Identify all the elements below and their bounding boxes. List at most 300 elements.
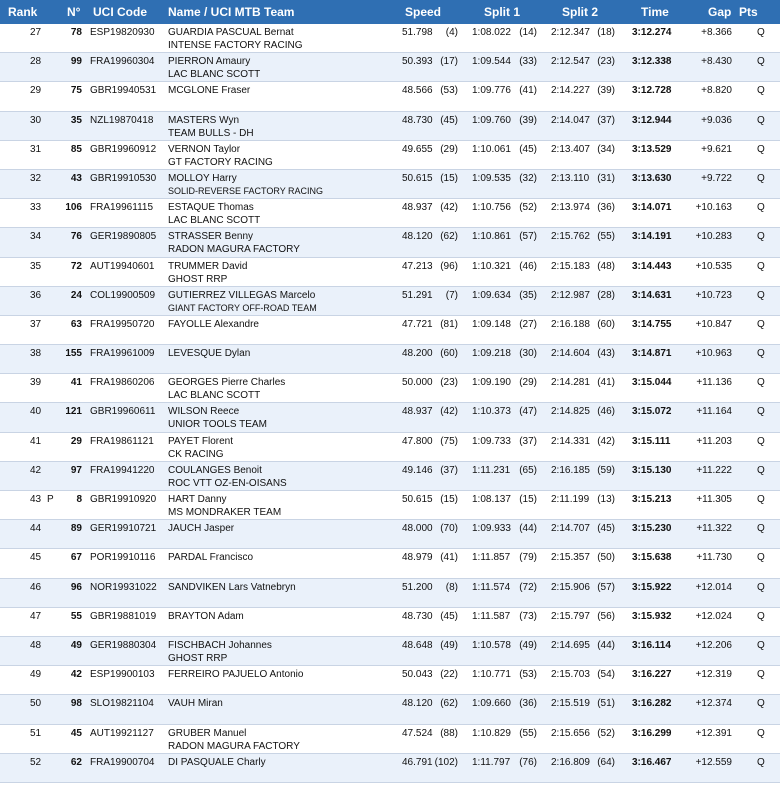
speed-rank: (60)	[440, 348, 458, 360]
gap-value: +8.820	[701, 85, 732, 97]
bib-cell: 45	[70, 727, 82, 739]
table-row	[0, 491, 780, 520]
split2-rank: (23)	[597, 56, 615, 68]
speed-value: 48.730	[402, 114, 433, 126]
speed-rank: (53)	[440, 85, 458, 97]
rank-cell: 50	[30, 698, 42, 710]
uci-code-cell: FRA19860206	[90, 377, 155, 389]
split1-rank: (55)	[519, 727, 537, 739]
split1-rank: (35)	[519, 289, 537, 301]
time-value: 3:15.111	[632, 435, 671, 447]
split1-rank: (39)	[519, 114, 537, 126]
speed-value: 47.800	[402, 435, 433, 447]
pts-value: Q	[757, 552, 765, 564]
rider-name: COULANGES Benoit	[168, 464, 262, 476]
pts-value: Q	[757, 377, 765, 389]
table-row	[0, 112, 780, 141]
pts-value: Q	[757, 172, 765, 184]
pts-value: Q	[757, 114, 765, 126]
table-row	[0, 374, 780, 403]
uci-code-cell: GER19890805	[90, 231, 157, 243]
split1-rank: (14)	[519, 27, 537, 38]
split2-value: 2:14.281	[551, 377, 590, 389]
split1-value: 1:09.760	[472, 114, 511, 126]
rank-cell: 51	[30, 727, 42, 739]
header-gap: Gap	[708, 5, 732, 19]
split2-value: 2:16.188	[551, 318, 590, 330]
split2-rank: (37)	[597, 114, 615, 126]
speed-value: 50.615	[402, 172, 433, 184]
table-row	[0, 725, 780, 754]
split1-rank: (53)	[519, 669, 537, 681]
time-value: 3:14.191	[632, 231, 672, 243]
table-row	[0, 520, 780, 549]
split1-rank: (49)	[519, 639, 537, 651]
uci-code-cell: GBR19881019	[90, 610, 157, 622]
bib-cell: 67	[70, 552, 82, 564]
pts-value: Q	[757, 85, 765, 97]
speed-value: 49.146	[402, 464, 433, 476]
split1-value: 1:10.771	[472, 669, 511, 681]
split2-rank: (64)	[597, 756, 615, 768]
time-value: 3:15.932	[632, 610, 672, 622]
split1-rank: (76)	[519, 756, 537, 768]
split1-value: 1:09.218	[472, 348, 511, 360]
time-value: 3:12.338	[632, 56, 672, 68]
header-rank: Rank	[8, 5, 38, 19]
uci-code-cell: FRA19960304	[90, 56, 155, 68]
uci-code-cell: FRA19941220	[90, 464, 155, 476]
gap-value: +12.014	[695, 581, 732, 593]
rider-name: GEORGES Pierre Charles	[168, 377, 286, 389]
table-row	[0, 579, 780, 608]
split2-value: 2:15.357	[551, 552, 590, 564]
time-value: 3:16.114	[632, 639, 671, 651]
uci-code-cell: FRA19861121	[90, 435, 154, 447]
bib-cell: 96	[70, 581, 82, 593]
speed-value: 47.213	[402, 260, 433, 272]
gap-value: +12.559	[695, 756, 732, 768]
header-uci: UCI Code	[93, 5, 147, 19]
team-name: GHOST RRP	[168, 273, 228, 285]
pts-value: Q	[757, 494, 765, 505]
speed-rank: (102)	[434, 756, 458, 768]
header-name-team: Name / UCI MTB Team	[168, 5, 295, 19]
speed-rank: (81)	[440, 318, 458, 330]
split2-value: 2:13.110	[551, 172, 590, 184]
bib-cell: 97	[70, 464, 82, 476]
time-value: 3:15.130	[632, 464, 672, 476]
time-value: 3:14.631	[632, 289, 672, 301]
rider-name: SANDVIKEN Lars Vatnebryn	[168, 581, 296, 593]
split2-value: 2:16.809	[551, 756, 590, 768]
gap-value: +11.203	[696, 435, 732, 447]
rider-name: PAYET Florent	[168, 435, 234, 447]
split2-rank: (50)	[597, 552, 615, 564]
speed-value: 48.200	[402, 348, 433, 360]
header-speed: Speed	[405, 5, 442, 19]
team-name: GHOST RRP	[168, 652, 228, 664]
uci-code-cell: GBR19960611	[90, 406, 156, 418]
gap-value: +10.963	[695, 348, 732, 360]
split2-rank: (41)	[597, 377, 615, 389]
split1-value: 1:10.321	[472, 260, 511, 272]
split2-rank: (34)	[597, 143, 615, 155]
split1-value: 1:10.578	[472, 639, 511, 651]
speed-rank: (45)	[440, 114, 458, 126]
speed-value: 48.000	[402, 523, 433, 535]
split2-rank: (46)	[597, 406, 615, 418]
rider-name: MASTERS Wyn	[168, 114, 240, 126]
speed-rank: (96)	[440, 260, 458, 272]
split2-rank: (31)	[597, 172, 615, 184]
pts-value: Q	[757, 289, 765, 301]
speed-value: 51.798	[402, 27, 433, 38]
speed-rank: (42)	[440, 406, 458, 418]
bib-cell: 89	[70, 523, 82, 535]
speed-rank: (62)	[440, 698, 458, 710]
table-row	[0, 549, 780, 578]
split2-value: 2:12.547	[551, 56, 590, 68]
time-value: 3:15.044	[632, 377, 672, 389]
rank-cell: 47	[30, 610, 42, 622]
speed-value: 51.291	[402, 289, 433, 301]
header-pts: Pts	[739, 5, 758, 19]
table-header	[0, 0, 780, 24]
rank-cell: 36	[30, 289, 42, 301]
split2-rank: (45)	[597, 523, 615, 535]
bib-cell: 76	[70, 231, 82, 243]
bib-cell: 42	[70, 669, 82, 681]
time-value: 3:13.529	[632, 143, 672, 155]
team-name: TEAM BULLS - DH	[168, 127, 254, 139]
rider-name: STRASSER Benny	[168, 231, 254, 243]
header-bib: N°	[67, 5, 81, 19]
time-value: 3:15.230	[632, 523, 672, 535]
rider-name: MCGLONE Fraser	[168, 85, 251, 97]
gap-value: +12.374	[695, 698, 732, 710]
table-row	[0, 608, 780, 637]
split1-rank: (32)	[519, 172, 537, 184]
speed-rank: (15)	[440, 494, 458, 505]
uci-code-cell: AUT19940601	[90, 260, 155, 272]
split1-value: 1:11.797	[472, 756, 511, 768]
split1-value: 1:11.857	[472, 552, 511, 564]
gap-value: +8.366	[701, 27, 732, 38]
table-row	[0, 637, 780, 666]
bib-cell: 72	[70, 260, 82, 272]
rank-cell: 28	[30, 56, 42, 68]
table-row	[0, 228, 780, 257]
split1-rank: (57)	[519, 231, 537, 243]
speed-value: 50.000	[402, 377, 433, 389]
split2-value: 2:14.604	[551, 348, 590, 360]
speed-rank: (4)	[445, 27, 458, 38]
header-time: Time	[641, 5, 669, 19]
rider-name: VERNON Taylor	[168, 143, 241, 155]
speed-value: 51.200	[402, 581, 433, 593]
uci-code-cell: AUT19921127	[90, 727, 154, 739]
pts-value: Q	[757, 669, 765, 681]
table-row	[0, 258, 780, 287]
split2-rank: (18)	[597, 27, 615, 38]
time-value: 3:13.630	[632, 172, 672, 184]
speed-value: 48.120	[402, 698, 433, 710]
rank-cell: 43	[30, 494, 42, 505]
time-value: 3:14.755	[632, 318, 672, 330]
results-table	[0, 24, 780, 783]
split2-rank: (13)	[597, 494, 615, 505]
rank-cell: 33	[30, 202, 42, 214]
rider-name: FERREIRO PAJUELO Antonio	[168, 669, 304, 681]
split1-value: 1:11.574	[472, 581, 511, 593]
rank-cell: 45	[30, 552, 42, 564]
uci-code-cell: GBR19910920	[90, 494, 157, 505]
team-name: CK RACING	[168, 448, 224, 460]
bib-cell: 43	[70, 172, 82, 184]
split1-rank: (46)	[519, 260, 537, 272]
split2-value: 2:14.047	[551, 114, 590, 126]
split2-rank: (28)	[597, 289, 615, 301]
gap-value: +8.430	[701, 56, 732, 68]
table-row	[0, 53, 780, 82]
rider-name: GUTIERREZ VILLEGAS Marcelo	[168, 289, 316, 301]
rank-cell: 49	[30, 669, 42, 681]
team-name: GIANT FACTORY OFF-ROAD TEAM	[168, 302, 317, 313]
bib-cell: 24	[70, 289, 82, 301]
speed-rank: (22)	[440, 669, 458, 681]
split1-rank: (73)	[519, 610, 537, 622]
speed-value: 48.979	[402, 552, 433, 564]
gap-value: +10.847	[695, 318, 732, 330]
gap-value: +11.222	[696, 464, 732, 476]
rank-cell: 29	[30, 85, 42, 97]
uci-code-cell: NOR19931022	[90, 581, 157, 593]
split2-value: 2:13.974	[551, 202, 590, 214]
rank-cell: 27	[30, 27, 42, 38]
pts-value: Q	[757, 523, 765, 535]
team-name: RADON MAGURA FACTORY	[168, 244, 300, 256]
rank-cell: 41	[30, 435, 42, 447]
split1-value: 1:10.829	[472, 727, 511, 739]
split1-value: 1:09.535	[472, 172, 511, 184]
split2-rank: (42)	[597, 435, 615, 447]
gap-value: +10.283	[695, 231, 732, 243]
pts-value: Q	[757, 27, 765, 38]
bib-cell: 98	[70, 698, 82, 710]
speed-rank: (70)	[440, 523, 458, 535]
pts-value: Q	[757, 231, 765, 243]
split2-value: 2:16.185	[551, 464, 590, 476]
speed-rank: (23)	[440, 377, 458, 389]
speed-value: 50.043	[402, 669, 433, 681]
speed-value: 50.393	[402, 56, 433, 68]
split1-rank: (36)	[519, 698, 537, 710]
speed-rank: (29)	[440, 143, 458, 155]
split1-rank: (47)	[519, 406, 537, 418]
pts-value: Q	[757, 464, 765, 476]
uci-code-cell: GBR19940531	[90, 85, 157, 97]
split2-value: 2:14.331	[551, 435, 590, 447]
split2-rank: (51)	[597, 698, 615, 710]
gap-value: +9.036	[701, 114, 732, 126]
speed-rank: (8)	[445, 581, 458, 593]
time-value: 3:12.944	[632, 114, 672, 126]
rank-cell: 31	[30, 143, 42, 155]
rider-name: FAYOLLE Alexandre	[168, 318, 259, 330]
rider-name: MOLLOY Harry	[168, 172, 237, 184]
bib-cell: 8	[76, 494, 82, 505]
gap-value: +12.024	[695, 610, 732, 622]
uci-code-cell: FRA19961009	[90, 348, 155, 360]
rank-cell: 46	[30, 581, 42, 593]
bib-cell: 106	[65, 202, 82, 214]
split2-rank: (57)	[597, 581, 615, 593]
time-value: 3:16.467	[632, 756, 672, 768]
speed-value: 48.730	[402, 610, 433, 622]
table-row	[0, 666, 780, 695]
split2-value: 2:14.825	[551, 406, 590, 418]
bib-cell: 35	[70, 114, 82, 126]
split2-rank: (60)	[597, 318, 615, 330]
team-name: RADON MAGURA FACTORY	[168, 740, 300, 752]
rider-name: PARDAL Francisco	[168, 552, 254, 564]
split1-value: 1:08.137	[472, 494, 511, 505]
split2-rank: (48)	[597, 260, 615, 272]
pts-value: Q	[757, 756, 765, 768]
split1-rank: (72)	[519, 581, 537, 593]
gap-value: +9.621	[701, 143, 732, 155]
split1-value: 1:11.587	[472, 610, 511, 622]
split1-rank: (79)	[519, 552, 537, 564]
speed-value: 48.648	[402, 639, 433, 651]
split1-value: 1:09.933	[472, 523, 511, 535]
split1-rank: (30)	[519, 348, 537, 360]
speed-rank: (88)	[440, 727, 458, 739]
table-row	[0, 316, 780, 345]
rider-name: JAUCH Jasper	[168, 523, 235, 535]
time-value: 3:15.213	[632, 494, 672, 505]
speed-rank: (7)	[445, 289, 458, 301]
time-value: 3:14.443	[632, 260, 672, 272]
time-value: 3:15.638	[632, 552, 672, 564]
time-value: 3:12.728	[632, 85, 672, 97]
uci-code-cell: FRA19950720	[90, 318, 155, 330]
split2-rank: (36)	[597, 202, 615, 214]
table-row	[0, 695, 780, 724]
split1-rank: (44)	[519, 523, 537, 535]
speed-value: 49.655	[402, 143, 433, 155]
split2-value: 2:15.656	[551, 727, 590, 739]
team-name: LAC BLANC SCOTT	[168, 69, 261, 81]
split2-value: 2:14.695	[551, 639, 590, 651]
pts-value: Q	[757, 260, 765, 272]
gap-value: +11.322	[696, 523, 732, 535]
gap-value: +12.391	[695, 727, 732, 739]
time-value: 3:14.071	[632, 202, 672, 214]
split2-value: 2:12.347	[551, 27, 590, 38]
gap-value: +11.164	[696, 406, 732, 418]
pts-value: Q	[757, 56, 765, 68]
rank-cell: 30	[30, 114, 42, 126]
bib-cell: 41	[70, 377, 82, 389]
split2-value: 2:15.906	[551, 581, 590, 593]
speed-value: 48.937	[402, 406, 433, 418]
gap-value: +11.730	[696, 552, 732, 564]
rank-cell: 40	[30, 406, 42, 418]
split2-rank: (56)	[597, 610, 615, 622]
table-row	[0, 141, 780, 170]
rider-name: HART Danny	[168, 494, 227, 505]
rank-cell: 37	[30, 318, 42, 330]
split1-rank: (33)	[519, 56, 537, 68]
pts-value: Q	[757, 639, 765, 651]
bib-cell: 75	[70, 85, 82, 97]
split1-value: 1:09.148	[472, 318, 511, 330]
speed-rank: (45)	[440, 610, 458, 622]
split1-value: 1:10.373	[472, 406, 511, 418]
pts-value: Q	[757, 698, 765, 710]
split2-value: 2:15.797	[551, 610, 590, 622]
uci-code-cell: COL19900509	[90, 289, 156, 301]
uci-code-cell: GER19910721	[90, 523, 157, 535]
rider-name: WILSON Reece	[168, 406, 240, 418]
rider-name: TRUMMER David	[168, 260, 248, 272]
gap-value: +11.305	[696, 494, 732, 505]
split2-rank: (43)	[597, 348, 615, 360]
bib-cell: 63	[70, 318, 82, 330]
speed-rank: (41)	[440, 552, 458, 564]
table-row	[0, 82, 780, 111]
uci-code-cell: GBR19910530	[90, 172, 157, 184]
split2-value: 2:11.199	[551, 494, 590, 505]
split1-rank: (15)	[519, 494, 537, 505]
gap-value: +12.319	[695, 669, 732, 681]
uci-code-cell: POR19910116	[90, 552, 156, 564]
speed-value: 46.791	[402, 756, 433, 768]
time-value: 3:12.274	[632, 27, 672, 38]
time-value: 3:16.227	[632, 669, 672, 681]
gap-value: +10.163	[695, 202, 732, 214]
split1-value: 1:08.022	[472, 27, 511, 38]
split2-rank: (59)	[597, 464, 615, 476]
gap-value: +10.723	[695, 289, 732, 301]
uci-code-cell: GER19880304	[90, 639, 157, 651]
split1-value: 1:11.231	[472, 464, 511, 476]
gap-value: +9.722	[701, 172, 732, 184]
split1-value: 1:10.756	[472, 202, 511, 214]
split1-value: 1:10.861	[472, 231, 511, 243]
rank-cell: 52	[30, 756, 42, 768]
pts-value: Q	[757, 435, 765, 447]
split2-rank: (52)	[597, 727, 615, 739]
table-row	[0, 403, 780, 432]
table-row	[0, 462, 780, 491]
pts-value: Q	[757, 610, 765, 622]
split1-rank: (37)	[519, 435, 537, 447]
split2-rank: (44)	[597, 639, 615, 651]
split2-value: 2:14.707	[551, 523, 590, 535]
split1-value: 1:09.733	[472, 435, 511, 447]
pts-value: Q	[757, 406, 765, 418]
team-name: LAC BLANC SCOTT	[168, 215, 261, 227]
uci-code-cell: NZL19870418	[90, 114, 154, 126]
speed-rank: (17)	[440, 56, 458, 68]
time-value: 3:16.299	[632, 727, 672, 739]
rider-name: GRUBER Manuel	[168, 727, 247, 739]
table-row	[0, 754, 780, 783]
table-row	[0, 199, 780, 228]
